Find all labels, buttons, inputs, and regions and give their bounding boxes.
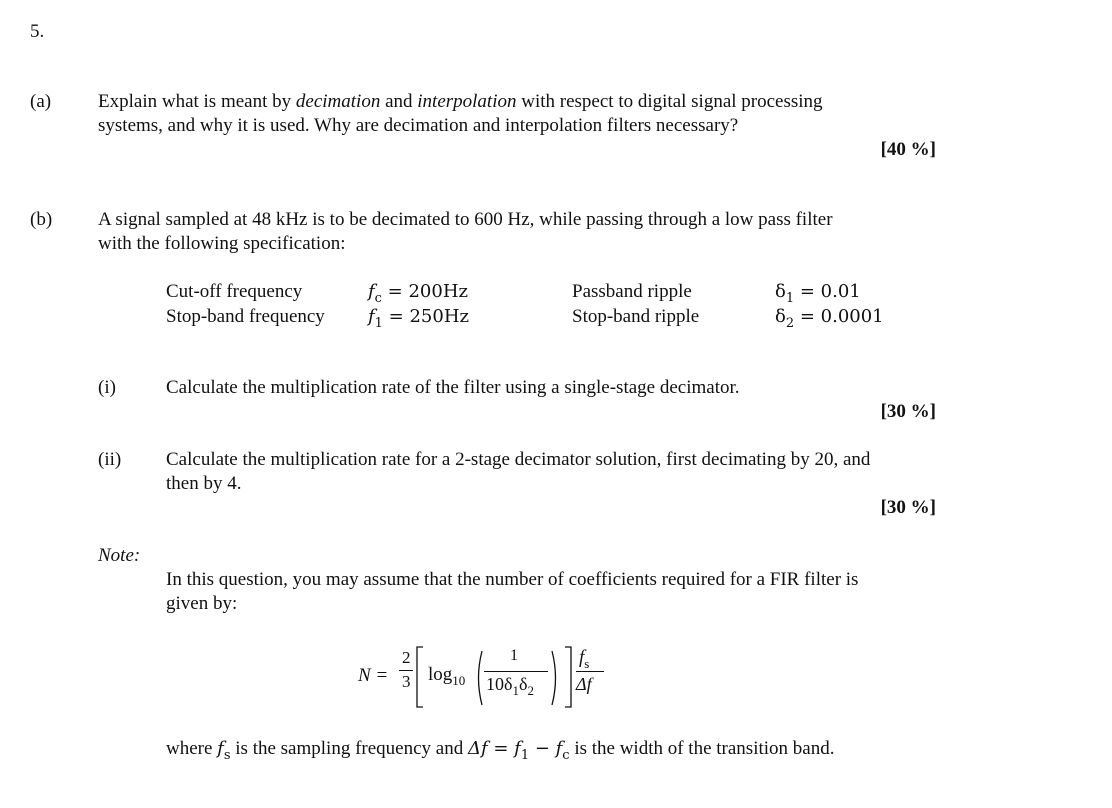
emphasis-interpolation: interpolation xyxy=(417,91,517,112)
sub-ii-label: (ii) xyxy=(98,449,122,470)
text-span: is the sampling frequency and xyxy=(230,738,468,759)
formula-log xyxy=(428,664,465,686)
note-where-line xyxy=(166,737,834,763)
note-line1: In this question, you may assume that the number of coefficients required for a FIR filter is xyxy=(166,569,859,590)
fs-subscript: s xyxy=(584,656,590,671)
question-number: 5. xyxy=(30,21,45,42)
value: = 200Hz xyxy=(381,281,469,302)
fs-symbol: f xyxy=(579,647,585,668)
value: = 0.01 xyxy=(794,281,861,302)
subscript: 1 xyxy=(785,291,795,306)
text-span: is the width of the transition band. xyxy=(569,738,835,759)
part-b-line1: A signal sampled at 48 kHz is to be decimated to 600 Hz, while passing through a low pass filter xyxy=(98,209,833,230)
den-delta: δ xyxy=(518,674,528,694)
symbol-f: f xyxy=(368,306,375,327)
emphasis-decimation: decimation xyxy=(295,91,381,112)
right-paren-icon xyxy=(550,650,560,706)
value: = 250Hz xyxy=(382,306,470,327)
sub-i-text: Calculate the multiplication rate of the filter using a single-stage decimator. xyxy=(166,377,740,398)
formula-fs-bar xyxy=(576,671,604,672)
log-text: log xyxy=(428,664,453,685)
delta-f-eq: Δf = f xyxy=(467,738,521,759)
subscript: c xyxy=(562,748,570,763)
symbol-f: f xyxy=(368,281,375,302)
log-subscript: 10 xyxy=(452,673,466,688)
formula-inner-num: 1 xyxy=(510,647,518,664)
text-span: Explain what is meant by xyxy=(98,91,296,112)
fir-coefficient-formula xyxy=(358,646,608,712)
formula-inner-bar xyxy=(484,671,548,672)
subscript: 1 xyxy=(520,748,530,763)
part-b-label: (b) xyxy=(30,209,53,230)
note-label xyxy=(98,544,140,568)
spec-passband-ripple-value xyxy=(775,280,861,306)
note-label-text: Note: xyxy=(98,545,141,566)
text-span: with respect to digital signal processing xyxy=(516,91,823,112)
text-span: and xyxy=(380,91,418,112)
formula-coef-num: 2 xyxy=(402,648,411,667)
symbol-delta: δ xyxy=(775,281,786,302)
note-line2: given by: xyxy=(166,593,238,614)
den-sub2: 2 xyxy=(527,683,534,698)
part-b-line2: with the following specification: xyxy=(98,233,346,254)
part-a-label: (a) xyxy=(30,91,52,112)
spec-cutoff-value xyxy=(368,280,468,306)
spec-stopband-freq-value xyxy=(368,305,469,331)
formula-coef-bar xyxy=(399,670,413,671)
formula-coef-den: 3 xyxy=(402,672,411,691)
sub-i-marks: [30 %] xyxy=(880,401,936,422)
value: = 0.0001 xyxy=(794,306,884,327)
part-a-line2: systems, and why it is used. Why are decimation and interpolation filters necessary? xyxy=(98,115,739,136)
spec-stopband-freq-label: Stop-band frequency xyxy=(166,306,325,327)
den-text: 10δ xyxy=(486,674,513,694)
subscript: 1 xyxy=(374,316,383,331)
formula-fs-den xyxy=(576,674,592,695)
subscript: s xyxy=(223,748,231,763)
symbol-delta: δ xyxy=(775,306,786,327)
sub-ii-line2: then by 4. xyxy=(166,473,242,494)
left-square-bracket-icon xyxy=(415,646,425,708)
formula-lhs-text: N = xyxy=(358,665,389,686)
subscript: 2 xyxy=(785,316,795,331)
sub-i-label: (i) xyxy=(98,377,116,398)
spec-stopband-ripple-label: Stop-band ripple xyxy=(572,306,700,327)
left-paren-icon xyxy=(474,650,484,706)
delta-f: Δf xyxy=(576,674,592,694)
subscript: c xyxy=(374,291,382,306)
spec-passband-ripple-label: Passband ripple xyxy=(572,281,692,302)
sub-ii-marks: [30 %] xyxy=(880,497,936,518)
minus-fc: − f xyxy=(529,738,563,759)
right-square-bracket-icon xyxy=(563,646,573,708)
text-span: where xyxy=(166,738,218,759)
formula-fs-num xyxy=(579,647,589,669)
formula-lhs xyxy=(358,665,388,687)
spec-stopband-ripple-value xyxy=(775,305,884,331)
part-a-line1 xyxy=(98,90,823,114)
spec-cutoff-label: Cut-off frequency xyxy=(166,281,303,302)
symbol-f: f xyxy=(217,738,224,759)
formula-inner-den xyxy=(486,674,534,698)
part-a-marks: [40 %] xyxy=(880,139,936,160)
den-sub1: 1 xyxy=(512,683,519,698)
sub-ii-line1: Calculate the multiplication rate for a 2-stage decimator solution, first decimating by 20, and xyxy=(166,449,871,470)
